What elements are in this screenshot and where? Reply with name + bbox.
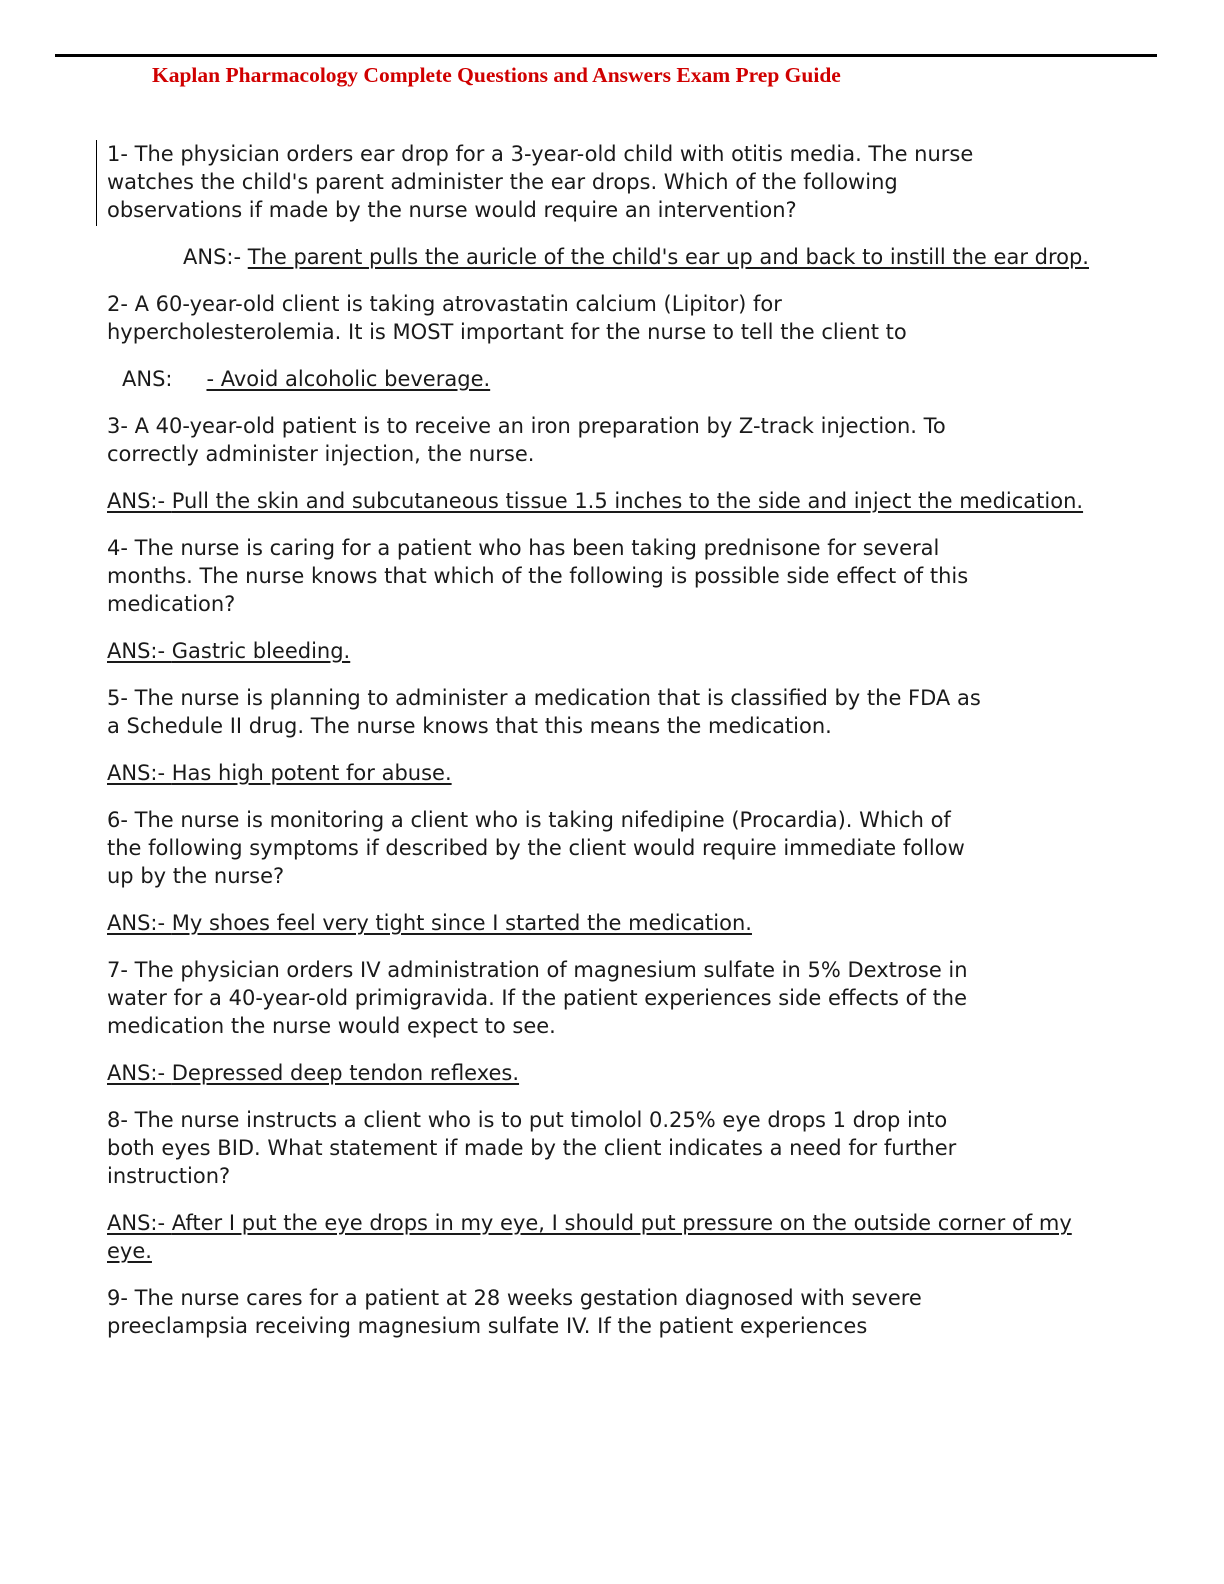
header-rule [55,54,1157,57]
question-4: 4- The nurse is caring for a patient who has been taking prednisone for several months. The nurse knows that which of the following is possible side effect of this medication? [107,536,969,616]
question-6: 6- The nurse is monitoring a client who is taking nifedipine (Procardia). Which of the following symptoms if described by the client would require immediate follow up by the nurse? [107,808,965,888]
answer-3 [107,487,1107,515]
answer-6 [107,909,1107,937]
answer-5-prefix: ANS:- [107,761,172,785]
answer-4-prefix: ANS:- [107,639,172,663]
question-3: 3- A 40-year-old patient is to receive an iron preparation by Z-track injection. To correctly administer injection, the nurse. [107,414,946,466]
question-1: 1- The physician orders ear drop for a 3-year-old child with otitis media. The nurse watches the child's parent administer the ear drops. Which of the following observations if made by the nurse would require an intervention? [107,142,974,222]
answer-2-prefix: ANS: [122,367,173,391]
answer-4 [107,637,1107,665]
qa-list [107,140,1107,1359]
answer-8 [107,1209,1107,1265]
answer-6-text: My shoes feel very tight since I started the medication. [171,911,752,935]
question-8: 8- The nurse instructs a client who is to put timolol 0.25% eye drops 1 drop into both eyes BID. What statement if made by the client indicates a need for further instruction? [107,1108,957,1188]
answer-7-prefix: ANS:- [107,1061,172,1085]
answer-5 [107,759,1107,787]
answer-1 [107,243,1107,271]
answer-1-text: The parent pulls the auricle of the child's ear up and back to instill the ear drop. [247,245,1089,269]
answer-6-prefix: ANS:- [107,911,172,935]
question-2: 2- A 60-year-old client is taking atrovastatin calcium (Lipitor) for hypercholesterolemia. It is MOST important for the nurse to tell the client to [107,292,907,344]
document-title: Kaplan Pharmacology Complete Questions and Answers Exam Prep Guide [152,63,841,87]
question-7: 7- The physician orders IV administration of magnesium sulfate in 5% Dextrose in water for a 40-year-old primigravida. If the patient experiences side effects of the medication the nurse would expect to see. [107,958,968,1038]
margin-change-bar [96,140,97,226]
answer-2-text: - Avoid alcoholic beverage. [206,367,491,391]
answer-1-prefix: ANS:- [183,245,248,269]
answer-7 [107,1059,1107,1087]
answer-7-text: Depressed deep tendon reflexes. [171,1061,520,1085]
answer-3-text: Pull the skin and subcutaneous tissue 1.5 inches to the side and inject the medication. [171,489,1084,513]
answer-3-prefix: ANS:- [107,489,172,513]
question-5: 5- The nurse is planning to administer a medication that is classified by the FDA as a Schedule II drug. The nurse knows that this means the medication. [107,686,981,738]
answer-4-text: Gastric bleeding. [171,639,351,663]
answer-5-text: Has high potent for abuse. [171,761,452,785]
question-9: 9- The nurse cares for a patient at 28 weeks gestation diagnosed with severe preeclampsia receiving magnesium sulfate IV. If the patient experiences [107,1286,922,1338]
answer-8-text: After I put the eye drops in my eye, I should put pressure on the outside corner of my eye. [107,1211,1072,1263]
answer-8-prefix: ANS:- [107,1211,172,1235]
answer-2 [107,365,1107,393]
